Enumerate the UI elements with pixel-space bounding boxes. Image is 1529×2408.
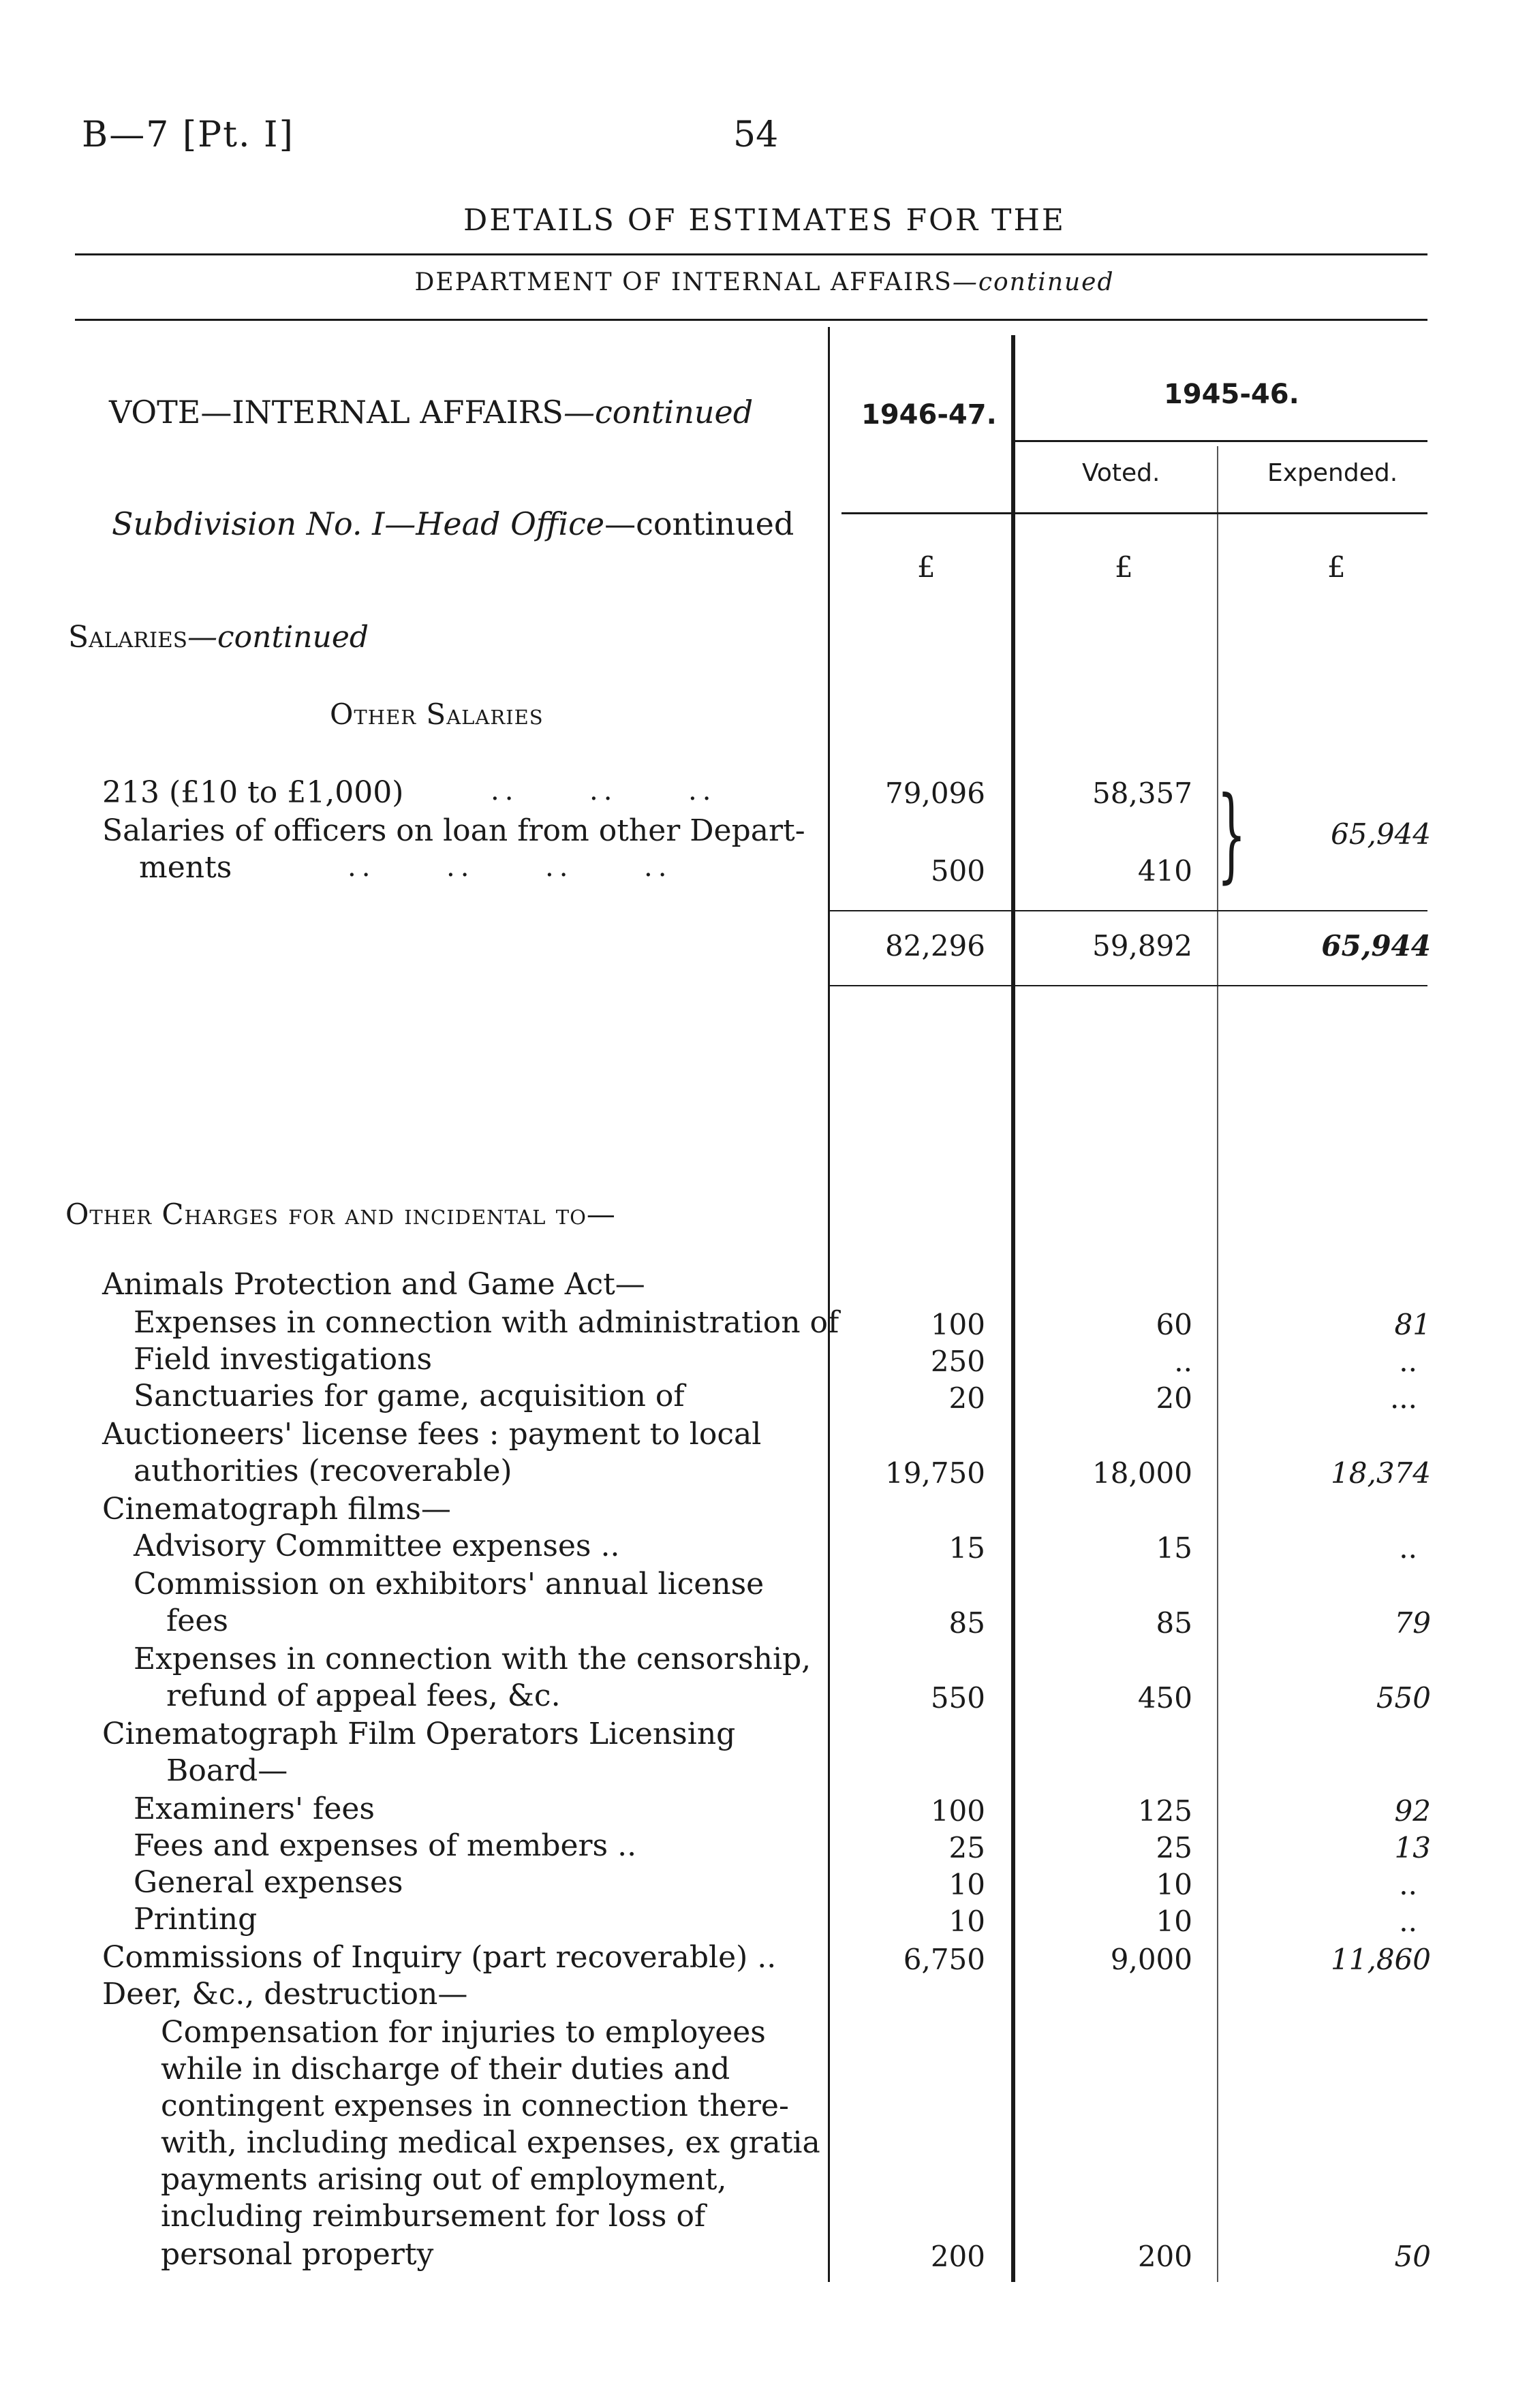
subtitle-main: DEPARTMENT OF INTERNAL AFFAIRS bbox=[414, 268, 953, 296]
charge-voted-value: 60 bbox=[1156, 1308, 1192, 1341]
column-rule-3 bbox=[1217, 446, 1218, 2282]
salary-voted-value: 58,357 bbox=[1092, 777, 1192, 810]
charge-row-label: Compensation for injuries to employees bbox=[161, 2015, 766, 2050]
charge-expended-value: 11,860 bbox=[1331, 1943, 1431, 1976]
charge-expended-value: 13 bbox=[1394, 1831, 1431, 1864]
vote-main: VOTE—INTERNAL AFFAIRS bbox=[109, 394, 563, 431]
charge-row-label: fees bbox=[166, 1604, 228, 1638]
column-header-expended: Expended. bbox=[1267, 459, 1398, 487]
charge-row-label: including reimbursement for loss of bbox=[161, 2199, 706, 2234]
charge-voted-value: 10 bbox=[1156, 1905, 1192, 1938]
page-title: DETAILS OF ESTIMATES FOR THE bbox=[463, 203, 1066, 238]
bracket-brace: } bbox=[1217, 775, 1246, 894]
salaries-continued: —continued bbox=[187, 620, 369, 655]
charge-row-label: refund of appeal fees, &c. bbox=[166, 1678, 561, 1713]
charge-row-label: General expenses bbox=[134, 1865, 403, 1900]
charge-row-label: Examiners' fees bbox=[134, 1792, 375, 1826]
column-rule-2 bbox=[1011, 335, 1015, 2282]
other-charges-heading: Other Charges for and incidental to— bbox=[65, 1198, 616, 1231]
charge-1946-value: 10 bbox=[948, 1868, 985, 1901]
column-group-1945-46: 1945-46. bbox=[1164, 379, 1299, 410]
charge-voted-value: 125 bbox=[1137, 1794, 1192, 1828]
charge-row-label: Field investigations bbox=[134, 1342, 433, 1377]
subtitle-rule bbox=[75, 319, 1427, 321]
salary-1946-value: 500 bbox=[930, 854, 985, 888]
charge-expended-value: 50 bbox=[1394, 2240, 1431, 2273]
charge-1946-value: 10 bbox=[948, 1905, 985, 1938]
charge-row-label: Expenses in connection with the censorship, bbox=[134, 1642, 812, 1676]
vote-title bbox=[109, 394, 753, 431]
subdivision-title bbox=[112, 505, 794, 542]
total-voted-value: 59,892 bbox=[1092, 929, 1192, 963]
charge-expended-value: 550 bbox=[1376, 1681, 1431, 1715]
charge-row-label: Expenses in connection with administration of bbox=[134, 1305, 839, 1340]
charge-row-label: authorities (recoverable) bbox=[134, 1454, 512, 1488]
vote-continued: —continued bbox=[563, 394, 754, 431]
column-header-voted: Voted. bbox=[1082, 459, 1160, 487]
page-number: 54 bbox=[733, 114, 779, 155]
salary-row-label-cont: ments bbox=[139, 850, 232, 885]
currency-voted: £ bbox=[1115, 550, 1133, 584]
subtotal-rule-top bbox=[830, 910, 1427, 911]
charge-expended-value: .. bbox=[1399, 1531, 1417, 1565]
charge-1946-value: 550 bbox=[930, 1681, 985, 1715]
bracket-expended-value: 65,944 bbox=[1331, 817, 1431, 851]
charge-voted-value: .. bbox=[1174, 1345, 1192, 1378]
charge-row-label: payments arising out of employment, bbox=[161, 2162, 727, 2197]
charge-voted-value: 9,000 bbox=[1110, 1943, 1192, 1976]
salary-row-label: Salaries of officers on loan from other Depart- bbox=[102, 813, 805, 848]
charge-expended-value: 79 bbox=[1394, 1606, 1431, 1640]
group-header-rule bbox=[1015, 440, 1427, 442]
charge-voted-value: 450 bbox=[1137, 1681, 1192, 1715]
charge-row-label: Commissions of Inquiry (part recoverable) .. bbox=[102, 1940, 777, 1975]
charge-row-label: Deer, &c., destruction— bbox=[102, 1977, 468, 2012]
salary-row-label: 213 (£10 to £1,000) bbox=[102, 775, 404, 810]
charge-row-label: Sanctuaries for game, acquisition of bbox=[134, 1379, 685, 1413]
charge-row-label: Board— bbox=[166, 1753, 288, 1788]
page-subtitle bbox=[0, 268, 1529, 296]
currency-expended: £ bbox=[1327, 550, 1346, 584]
salaries-heading-text: Salaries bbox=[68, 620, 187, 655]
column-header-1946-47: 1946-47. bbox=[861, 399, 997, 431]
total-1946-value: 82,296 bbox=[885, 929, 985, 963]
charge-expended-value: 81 bbox=[1394, 1308, 1431, 1341]
charge-row-label: Fees and expenses of members .. bbox=[134, 1828, 637, 1863]
charge-row-label: personal property bbox=[161, 2237, 434, 2272]
charge-expended-value: .. bbox=[1399, 1905, 1417, 1938]
charge-1946-value: 6,750 bbox=[903, 1943, 985, 1976]
charge-row-label: Cinematograph Film Operators Licensing bbox=[102, 1717, 736, 1751]
salary-1946-value: 79,096 bbox=[885, 777, 985, 810]
charge-1946-value: 20 bbox=[948, 1381, 985, 1415]
leader-dots: .. .. .. .. bbox=[348, 851, 673, 883]
charge-voted-value: 200 bbox=[1137, 2240, 1192, 2273]
other-salaries-heading: Other Salaries bbox=[330, 698, 544, 731]
charge-voted-value: 10 bbox=[1156, 1868, 1192, 1901]
charge-expended-value: 92 bbox=[1394, 1794, 1431, 1828]
salaries-heading bbox=[68, 620, 369, 655]
charge-row-label: Cinematograph films— bbox=[102, 1492, 451, 1527]
charge-voted-value: 25 bbox=[1156, 1831, 1192, 1864]
document-reference: B—7 [Pt. I] bbox=[82, 114, 294, 155]
charge-voted-value: 15 bbox=[1156, 1531, 1192, 1565]
charge-row-label: Printing bbox=[134, 1902, 258, 1937]
charge-row-label: while in discharge of their duties and bbox=[161, 2052, 730, 2086]
charge-1946-value: 200 bbox=[930, 2240, 985, 2273]
charge-row-label: Animals Protection and Game Act— bbox=[102, 1267, 645, 1302]
column-header-rule bbox=[841, 512, 1427, 514]
charge-expended-value: .. bbox=[1399, 1345, 1417, 1378]
charge-1946-value: 250 bbox=[930, 1345, 985, 1378]
subtitle-continued: —continued bbox=[952, 268, 1115, 296]
salary-voted-value: 410 bbox=[1137, 854, 1192, 888]
charge-voted-value: 85 bbox=[1156, 1606, 1192, 1640]
charge-1946-value: 85 bbox=[948, 1606, 985, 1640]
subtotal-rule-bottom bbox=[830, 985, 1427, 986]
charge-1946-value: 100 bbox=[930, 1794, 985, 1828]
charge-row-label: with, including medical expenses, ex gratia bbox=[161, 2125, 820, 2160]
charge-row-label: Advisory Committee expenses .. bbox=[134, 1529, 620, 1563]
leader-dots: .. .. .. bbox=[491, 775, 717, 807]
subdivision-main: Subdivision No. I—Head Office bbox=[112, 505, 605, 542]
charge-row-label: contingent expenses in connection there- bbox=[161, 2089, 789, 2123]
title-rule bbox=[75, 253, 1427, 255]
column-rule-1 bbox=[828, 327, 830, 2282]
charge-1946-value: 25 bbox=[948, 1831, 985, 1864]
charge-1946-value: 19,750 bbox=[885, 1456, 985, 1490]
charge-voted-value: 18,000 bbox=[1092, 1456, 1192, 1490]
total-expended-value: 65,944 bbox=[1321, 929, 1431, 963]
subdivision-continued: —continued bbox=[604, 505, 794, 542]
charge-row-label: Commission on exhibitors' annual license bbox=[134, 1567, 764, 1601]
currency-1946-47: £ bbox=[917, 550, 936, 584]
charge-voted-value: 20 bbox=[1156, 1381, 1192, 1415]
charge-expended-value: ... bbox=[1389, 1381, 1417, 1415]
charge-expended-value: 18,374 bbox=[1331, 1456, 1431, 1490]
charge-1946-value: 15 bbox=[948, 1531, 985, 1565]
charge-expended-value: .. bbox=[1399, 1868, 1417, 1901]
charge-row-label: Auctioneers' license fees : payment to local bbox=[102, 1417, 762, 1452]
charge-1946-value: 100 bbox=[930, 1308, 985, 1341]
